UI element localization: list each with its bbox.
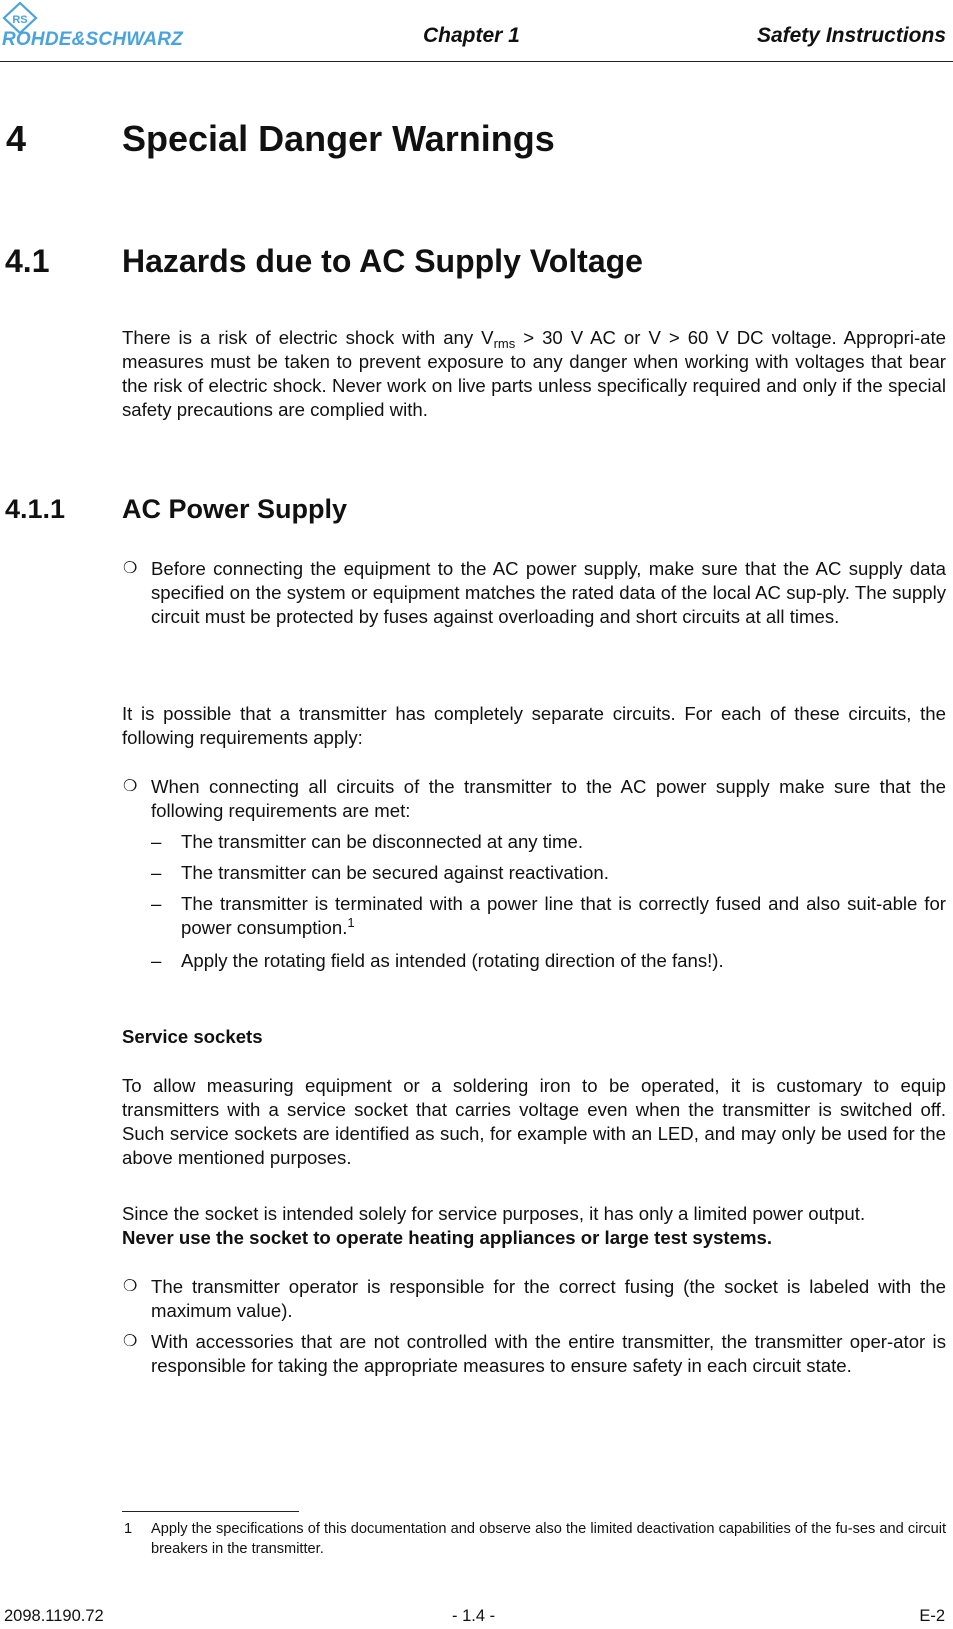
- dash-marker: –: [151, 862, 162, 883]
- dash-marker: –: [151, 893, 162, 914]
- bullet-connect-requirements: When connecting all circuits of the transmitter to the AC power supply make sure that the following requirements are met:: [151, 776, 946, 821]
- requirement-disconnect: The transmitter can be disconnected at any time.: [181, 831, 584, 852]
- paragraph-ac-hazard: [122, 326, 946, 422]
- dash-marker: –: [151, 831, 162, 852]
- bullet-circle-icon: ❍: [123, 1278, 138, 1295]
- paragraph-service-socket: To allow measuring equipment or a soldering iron to be operated, it is customary to equip transmitters with a service socket that carries voltage even when the transmitter is switched off. Such service sockets are identified as such, for example with an LED, and may only be used for the above mentioned purposes.: [122, 1075, 946, 1168]
- bullet-circle-icon: ❍: [123, 560, 138, 577]
- bullet-correct-fusing: The transmitter operator is responsible for the correct fusing (the socket is labeled with the maximum value).: [151, 1276, 946, 1321]
- footer-doc-number: 2098.1190.72: [4, 1607, 104, 1625]
- requirement-power-line-text: The transmitter is terminated with a power line that is correctly fused and also suit-able for power consumption.: [181, 893, 946, 938]
- brand-logo: [2, 2, 217, 50]
- paragraph-ac-hazard-b: > 30 V AC or V > 60 V DC voltage. Appropri-ate measures must be taken to prevent exposure to any danger when working with voltages that bear the risk of electric shock. Never work on live parts unless specifically required and only if the special safety precautions are complied with.: [122, 327, 946, 420]
- section-4-title: Special Danger Warnings: [122, 118, 555, 159]
- socket-warning: Never use the socket to operate heating appliances or large test systems.: [122, 1227, 772, 1248]
- footnote-rule: [122, 1511, 299, 1512]
- requirement-rotating-field: Apply the rotating field as intended (rotating direction of the fans!).: [181, 950, 724, 971]
- paragraph-ac-hazard-a: There is a risk of electric shock with any V: [122, 327, 494, 348]
- section-4-1-1-title: AC Power Supply: [122, 494, 348, 524]
- brand-logo-text: ROHDE&SCHWARZ: [2, 29, 183, 50]
- footnote-ref: 1: [347, 915, 355, 930]
- svg-text:RS: RS: [12, 14, 28, 26]
- section-4-number: 4: [6, 118, 27, 159]
- paragraph-separate-circuits: It is possible that a transmitter has completely separate circuits. For each of these circuits, the following requirements apply:: [122, 703, 946, 748]
- section-4-1-title: Hazards due to AC Supply Voltage: [122, 243, 643, 279]
- header-divider: [0, 61, 953, 62]
- requirement-power-line: [181, 892, 946, 940]
- footer-page-number: - 1.4 -: [452, 1607, 496, 1625]
- header-section-title: Safety Instructions: [756, 24, 946, 47]
- section-4-1-1-number: 4.1.1: [5, 494, 66, 524]
- footnote-text: Apply the specifications of this documentation and observe also the limited deactivation capabilities of the fu-ses and circuit breakers in the transmitter.: [151, 1521, 946, 1557]
- bullet-circle-icon: ❍: [123, 1333, 138, 1350]
- header-chapter: Chapter 1: [423, 24, 520, 47]
- bullet-ac-supply-check: Before connecting the equipment to the AC power supply, make sure that the AC supply data specified on the system or equipment matches the rated data of the local AC sup-ply. The supply circuit must be protected by fuses against overloading and short circuits at all times.: [151, 558, 946, 627]
- footnote-number: 1: [124, 1521, 133, 1537]
- requirement-reactivation: The transmitter can be secured against reactivation.: [181, 862, 609, 883]
- limited-power-text: Since the socket is intended solely for service purposes, it has only a limited power output.: [122, 1203, 866, 1224]
- bullet-circle-icon: ❍: [123, 778, 138, 795]
- service-sockets-heading: Service sockets: [122, 1026, 263, 1047]
- dash-marker: –: [151, 950, 162, 971]
- bullet-accessories: With accessories that are not controlled with the entire transmitter, the transmitter oper-ator is responsible for taking the appropriate measures to ensure safety in each circuit state.: [151, 1331, 946, 1376]
- section-4-1-number: 4.1: [5, 243, 50, 279]
- vrms-subscript: rms: [493, 336, 516, 351]
- footer-edition: E-2: [919, 1607, 945, 1625]
- paragraph-limited-power: [122, 1202, 946, 1250]
